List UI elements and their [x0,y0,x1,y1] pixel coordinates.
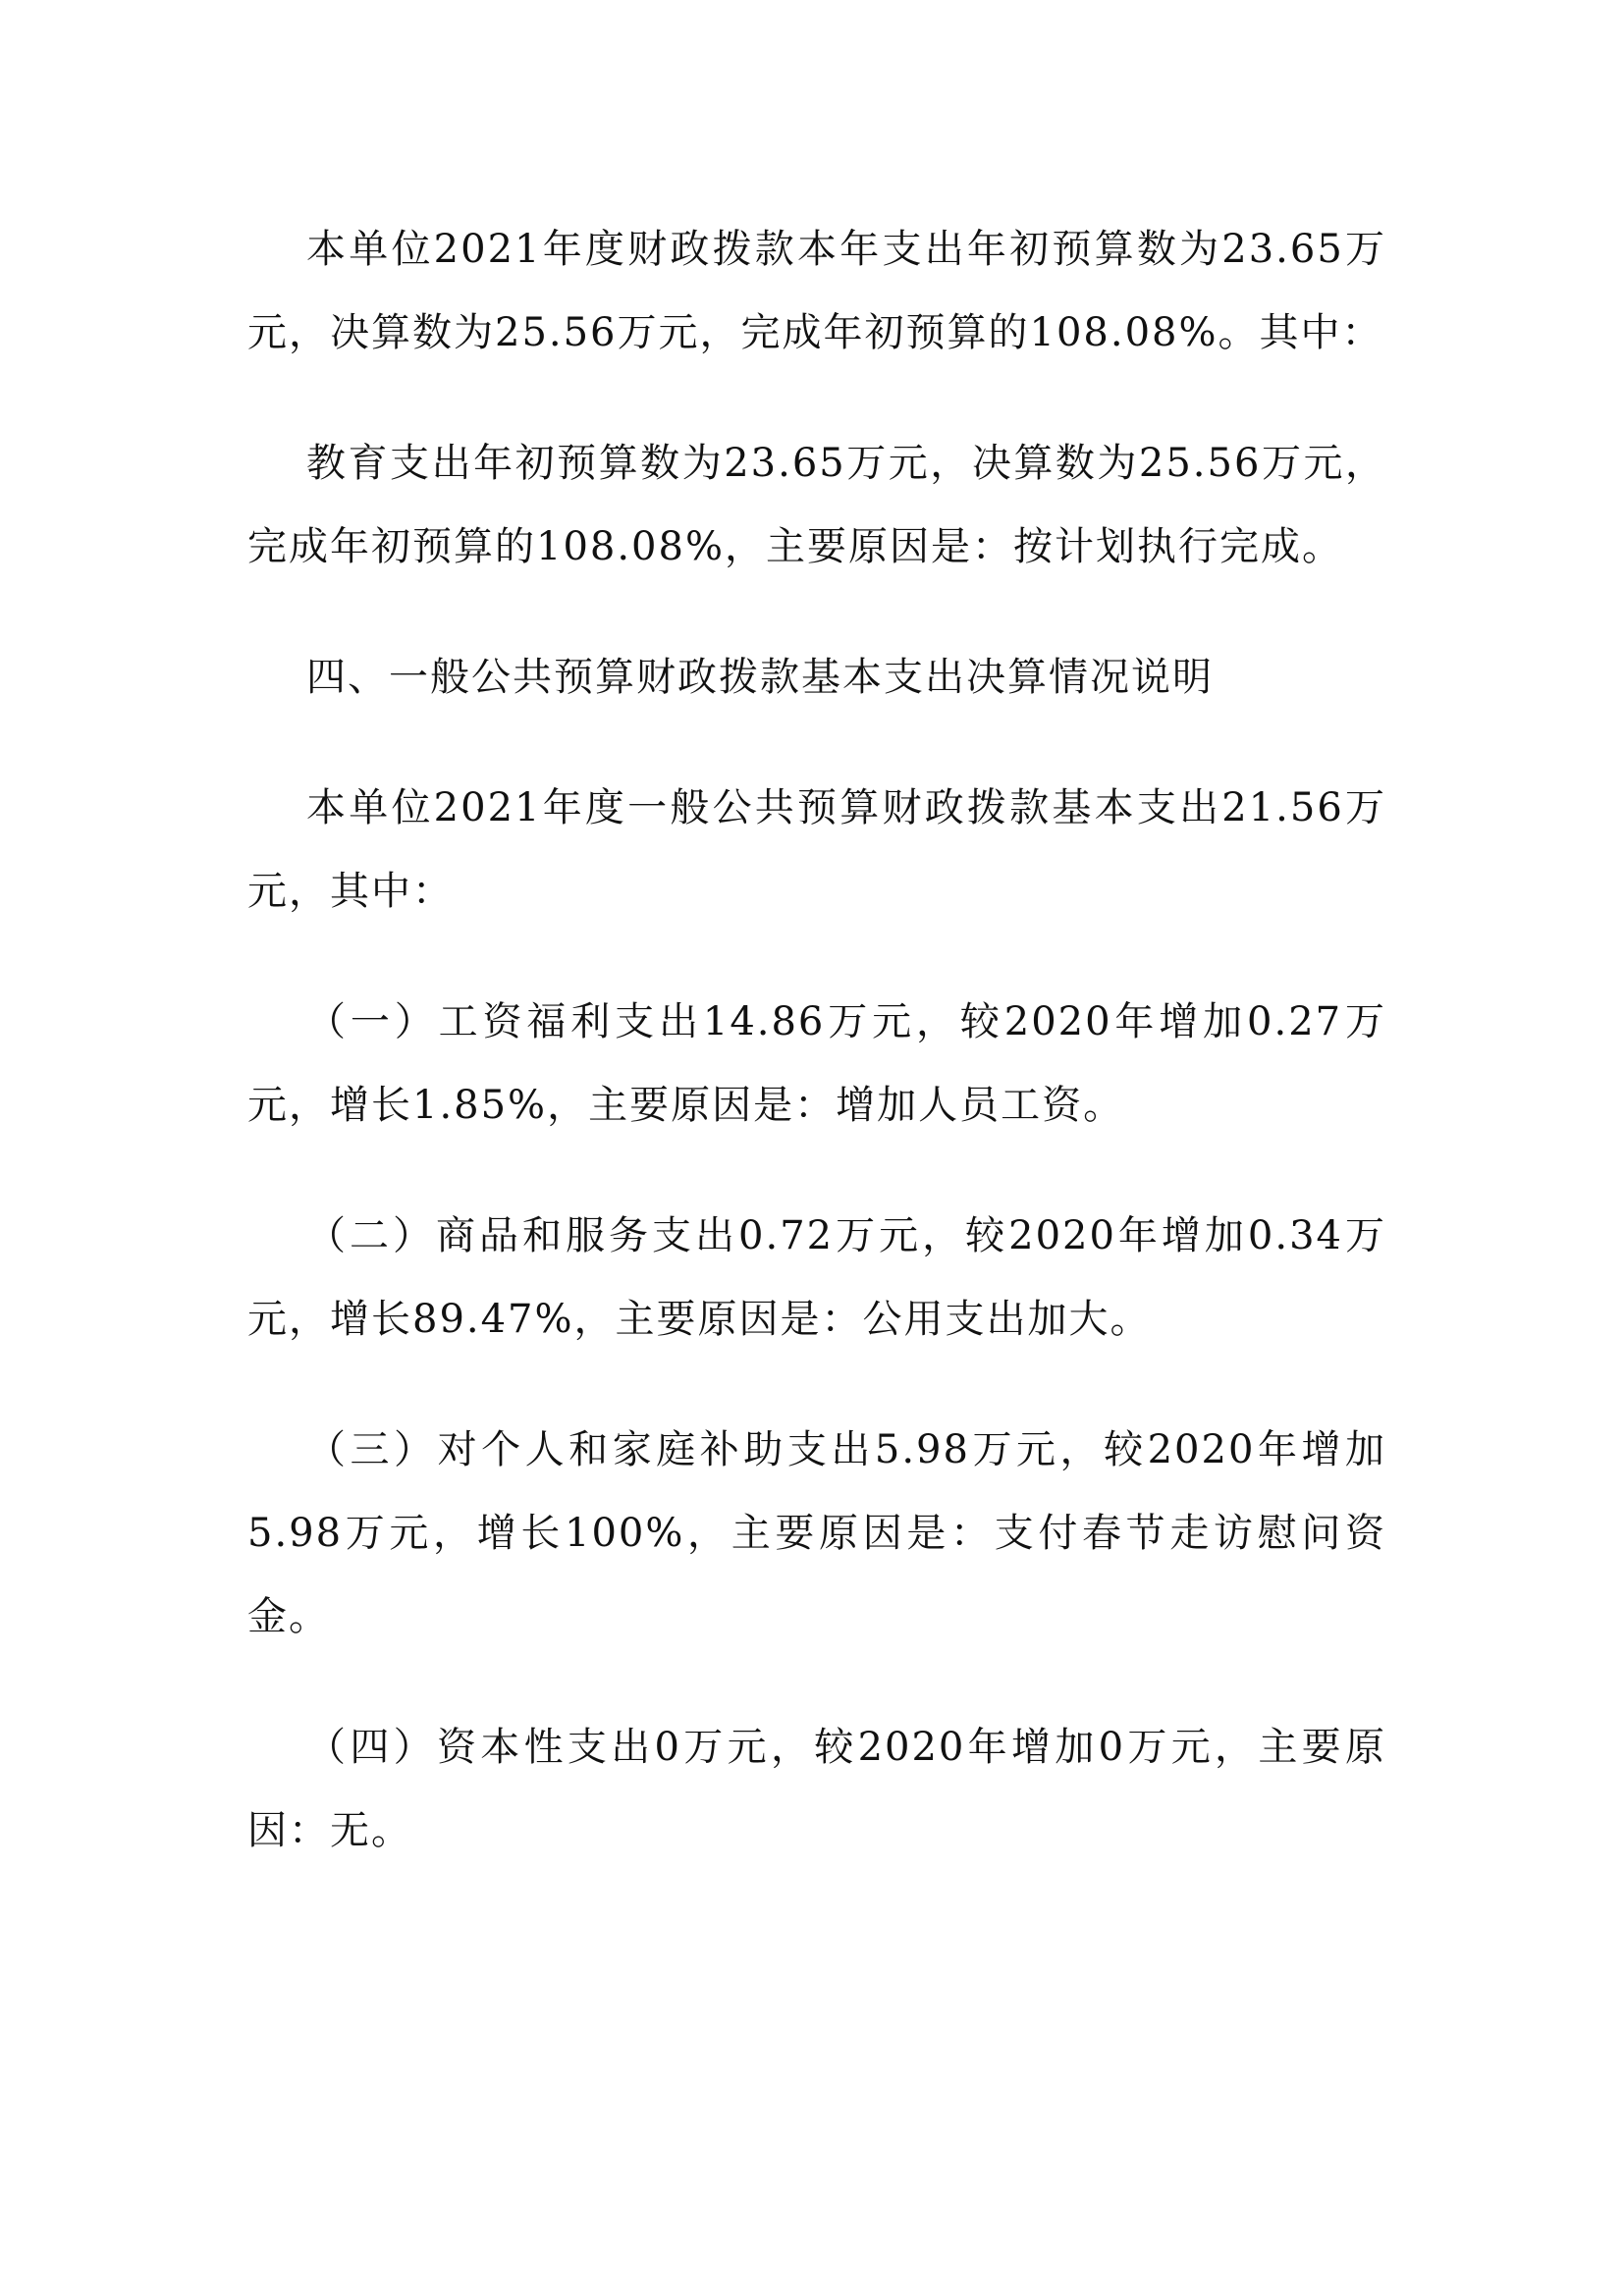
paragraph-education-expenditure: 教育支出年初预算数为23.65万元，决算数为25.56万元，完成年初预算的108.08%，主要原因是：按计划执行完成。 [247,441,1386,569]
paragraph-budget-summary: 本单位2021年度财政拨款本年支出年初预算数为23.65万元，决算数为25.56万元，完成年初预算的108.08%。其中： [247,227,1386,355]
paragraph-household-subsidy: （三）对个人和家庭补助支出5.98万元，较2020年增加5.98万元，增长100%，主要原因是：支付春节走访慰问资金。 [247,1427,1386,1639]
document-body [247,208,1386,1920]
section-heading-basic-expenditure: 四、一般公共预算财政拨款基本支出决算情况说明 [306,655,1214,700]
paragraph-goods-services: （二）商品和服务支出0.72万元，较2020年增加0.34万元，增长89.47%，主要原因是：公用支出加大。 [247,1213,1386,1342]
paragraph-capital-expenditure: （四）资本性支出0万元，较2020年增加0万元，主要原因：无。 [247,1725,1386,1853]
paragraph-salary-welfare: （一）工资福利支出14.86万元，较2020年增加0.27万元，增长1.85%，主要原因是：增加人员工资。 [247,999,1386,1128]
paragraph-basic-expenditure-total: 本单位2021年度一般公共预算财政拨款基本支出21.56万元，其中： [247,785,1386,914]
